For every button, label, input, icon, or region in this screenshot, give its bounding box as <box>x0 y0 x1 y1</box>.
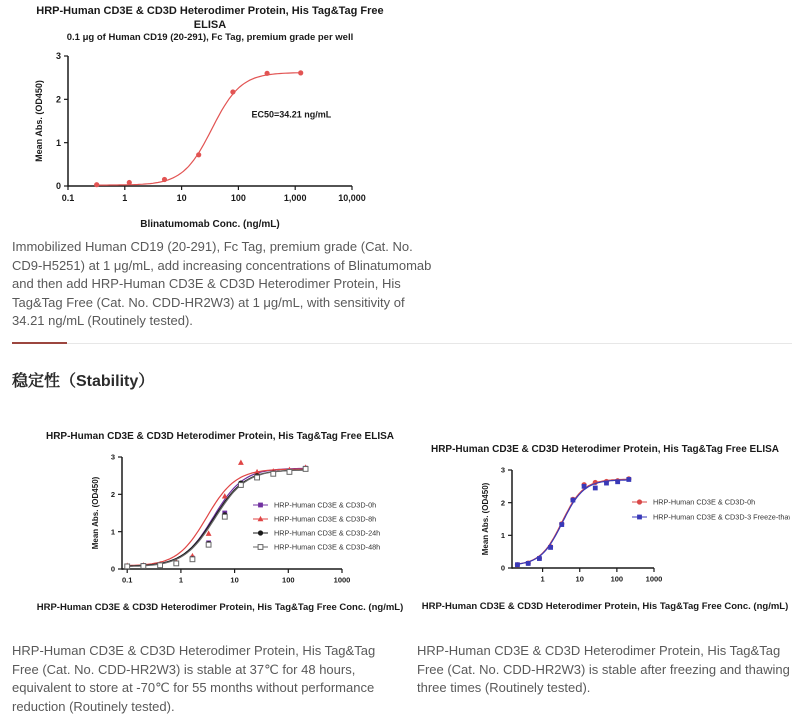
x-axis-label: HRP-Human CD3E & CD3D Heterodimer Protein, His Tag&Tag Free Conc. (ng/mL) <box>36 602 404 613</box>
stability-chart-canvas-left <box>25 449 415 595</box>
svg-text:Mean Abs. (OD450): Mean Abs. (OD450) <box>34 80 44 162</box>
svg-text:3: 3 <box>55 51 61 62</box>
svg-text:HRP-Human CD3E & CD3D-0h: HRP-Human CD3E & CD3D-0h <box>653 497 756 507</box>
svg-text:10: 10 <box>230 575 239 585</box>
stability-figure-right <box>420 443 790 612</box>
svg-text:0.1: 0.1 <box>121 575 133 585</box>
chart-title: HRP-Human CD3E & CD3D Heterodimer Protein, His Tag&Tag Free ELISA <box>45 431 395 442</box>
svg-text:1: 1 <box>110 527 115 537</box>
svg-text:2: 2 <box>55 94 61 105</box>
svg-text:100: 100 <box>282 575 295 585</box>
svg-text:1,000: 1,000 <box>283 193 307 203</box>
svg-text:Mean Abs. (OD450): Mean Abs. (OD450) <box>91 476 100 550</box>
stability-heading: 稳定性（Stability） <box>12 373 155 390</box>
x-axis-label: Blinatumomab Conc. (ng/mL) <box>140 219 280 230</box>
svg-text:10,000: 10,000 <box>338 193 366 203</box>
svg-text:HRP-Human CD3E & CD3D-0h: HRP-Human CD3E & CD3D-0h <box>274 500 377 510</box>
svg-text:2: 2 <box>500 498 505 508</box>
svg-text:3: 3 <box>110 452 115 462</box>
svg-text:HRP-Human CD3E & CD3D-3 Freeze: HRP-Human CD3E & CD3D-3 Freeze-thaw <box>653 512 790 522</box>
svg-text:0: 0 <box>55 181 61 192</box>
svg-text:HRP-Human CD3E & CD3D-8h: HRP-Human CD3E & CD3D-8h <box>274 514 377 524</box>
figure-description-left: HRP-Human CD3E & CD3D Heterodimer Protein, His Tag&Tag Free (Cat. No. CDD-HR2W3) is stable at 37℃ for 48 hours, equivalent to store at -70℃ for 55 months without performance reduction (Routinely tested). <box>12 643 376 714</box>
svg-text:HRP-Human CD3E & CD3D-48h: HRP-Human CD3E & CD3D-48h <box>274 542 381 552</box>
svg-text:1: 1 <box>540 574 545 584</box>
svg-text:0.1: 0.1 <box>61 193 75 203</box>
chart-subtitle: 0.1 μg of Human CD19 (20-291), Fc Tag, premium grade per well <box>66 32 354 43</box>
chart-title: HRP-Human CD3E & CD3D Heterodimer Protein, His Tag&Tag Free ELISA <box>36 5 384 31</box>
svg-text:3: 3 <box>500 465 505 475</box>
stability-figure-left <box>25 430 415 613</box>
svg-text:10: 10 <box>575 574 584 584</box>
svg-text:Mean Abs. (OD450): Mean Abs. (OD450) <box>481 482 490 556</box>
figure-description-top: Immobilized Human CD19 (20-291), Fc Tag, premium grade (Cat. No. CD9-H5251) at 1 μg/mL, add increasing concentrations of Blinatumomab and then add HRP-Human CD3E & CD3D Heterodimer Protein, His Tag&Tag Free (Cat. No. CDD-HR2W3) at 1 μg/mL, with sensitivity of 34.21 ng/mL (Routinely tested). <box>12 239 432 328</box>
elisa-figure-top <box>30 4 390 230</box>
svg-text:1: 1 <box>178 575 183 585</box>
svg-text:1000: 1000 <box>333 575 351 585</box>
svg-text:2: 2 <box>110 489 115 499</box>
svg-text:0: 0 <box>500 563 505 573</box>
x-axis-label: HRP-Human CD3E & CD3D Heterodimer Protein, His Tag&Tag Free Conc. (ng/mL) <box>421 601 789 612</box>
figure-description-right: HRP-Human CD3E & CD3D Heterodimer Protein, His Tag&Tag Free (Cat. No. CDD-HR2W3) is stable after freezing and thawing three times (Routinely tested). <box>417 643 790 695</box>
svg-text:1000: 1000 <box>645 574 663 584</box>
svg-text:EC50=34.21 ng/mL: EC50=34.21 ng/mL <box>251 109 332 120</box>
svg-text:100: 100 <box>610 574 624 584</box>
stability-chart-canvas-right <box>420 462 790 594</box>
svg-text:1: 1 <box>55 137 61 148</box>
section-divider-accent <box>12 342 67 344</box>
section-divider <box>12 343 792 344</box>
chart-title: HRP-Human CD3E & CD3D Heterodimer Protein, His Tag&Tag Free ELISA <box>430 444 780 455</box>
svg-text:0: 0 <box>110 564 115 574</box>
svg-text:1: 1 <box>500 530 505 540</box>
svg-text:1: 1 <box>122 193 128 203</box>
svg-text:HRP-Human CD3E & CD3D-24h: HRP-Human CD3E & CD3D-24h <box>274 528 381 538</box>
svg-text:100: 100 <box>230 193 246 203</box>
svg-text:10: 10 <box>176 193 187 203</box>
elisa-chart-canvas <box>30 48 390 212</box>
